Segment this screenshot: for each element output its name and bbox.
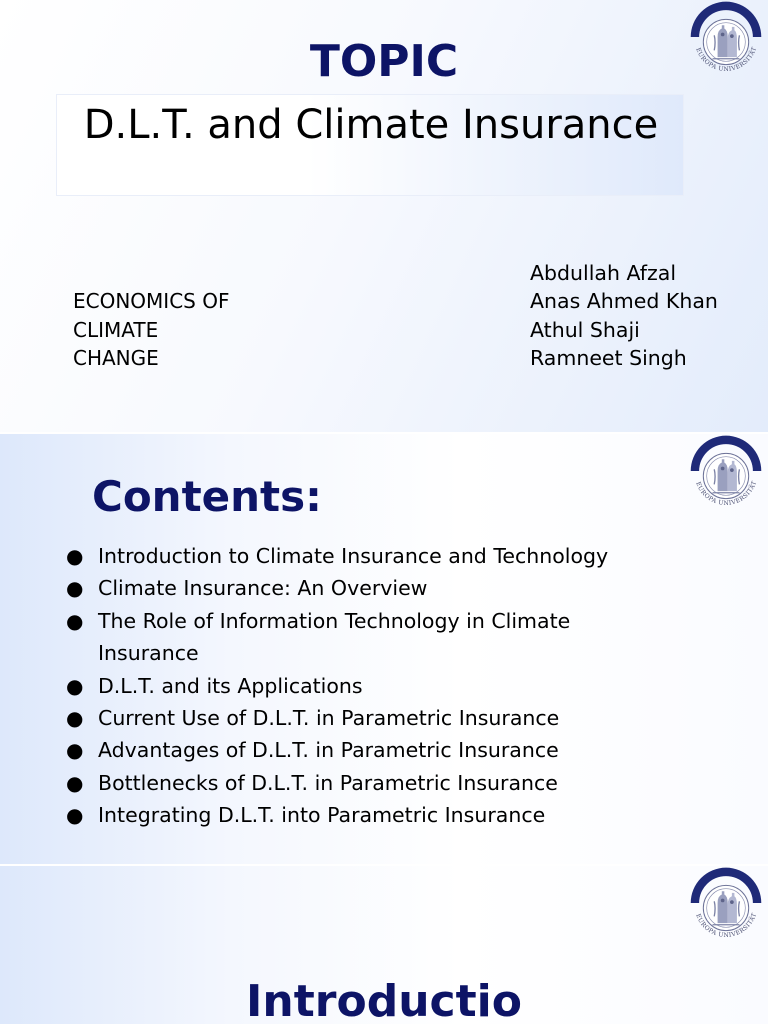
- subtitle-text: D.L.T. and Climate Insurance: [83, 102, 659, 148]
- list-item-text: D.L.T. and its Applications: [98, 673, 363, 698]
- bullet-icon: ●: [66, 576, 84, 601]
- list-item-text: Bottlenecks of D.L.T. in Parametric Insurance: [98, 770, 558, 795]
- university-seal-logo: [684, 434, 768, 518]
- list-item: [66, 702, 666, 734]
- list-item: [66, 605, 666, 670]
- list-item-text: Introduction to Climate Insurance and Technology: [98, 544, 609, 568]
- bullet-icon: ●: [66, 706, 84, 731]
- author-name: Abdullah Afzal: [530, 261, 677, 285]
- bullet-icon: ●: [66, 770, 84, 795]
- list-item: [66, 670, 666, 702]
- bullet-icon: ●: [66, 738, 84, 763]
- introduction-slide[interactable]: [0, 866, 768, 1024]
- course-name: ECONOMICS OF CLIMATE CHANGE: [73, 289, 230, 370]
- list-item: [66, 734, 666, 766]
- slide-title: TOPIC: [309, 36, 459, 87]
- contents-title: Contents:: [92, 472, 322, 521]
- contents-list: [66, 540, 666, 832]
- author-name: Ramneet Singh: [530, 346, 687, 371]
- list-item-text: Current Use of D.L.T. in Parametric Insurance: [98, 706, 560, 731]
- university-seal-logo: [684, 866, 768, 950]
- bullet-icon: ●: [66, 544, 84, 568]
- subtitle-box: [56, 94, 684, 196]
- bullet-icon: ●: [66, 673, 84, 698]
- author-list: [530, 259, 718, 373]
- title-slide[interactable]: [0, 0, 768, 432]
- author-name: Anas Ahmed Khan: [530, 289, 718, 314]
- list-item-text: Climate Insurance: An Overview: [98, 576, 428, 601]
- bullet-icon: ●: [66, 608, 84, 633]
- list-item-text: The Role of Information Technology in Climate Insurance: [98, 608, 571, 666]
- bullet-icon: ●: [66, 803, 84, 828]
- introduction-title: Introductio: [246, 976, 522, 1024]
- author-name: Athul Shaji: [530, 317, 640, 342]
- list-item: [66, 572, 666, 604]
- list-item-text: Integrating D.L.T. into Parametric Insurance: [98, 803, 546, 828]
- list-item-text: Advantages of D.L.T. in Parametric Insurance: [98, 738, 559, 763]
- list-item: [66, 799, 666, 831]
- contents-slide[interactable]: [0, 434, 768, 864]
- list-item: [66, 767, 666, 799]
- list-item: [66, 540, 666, 572]
